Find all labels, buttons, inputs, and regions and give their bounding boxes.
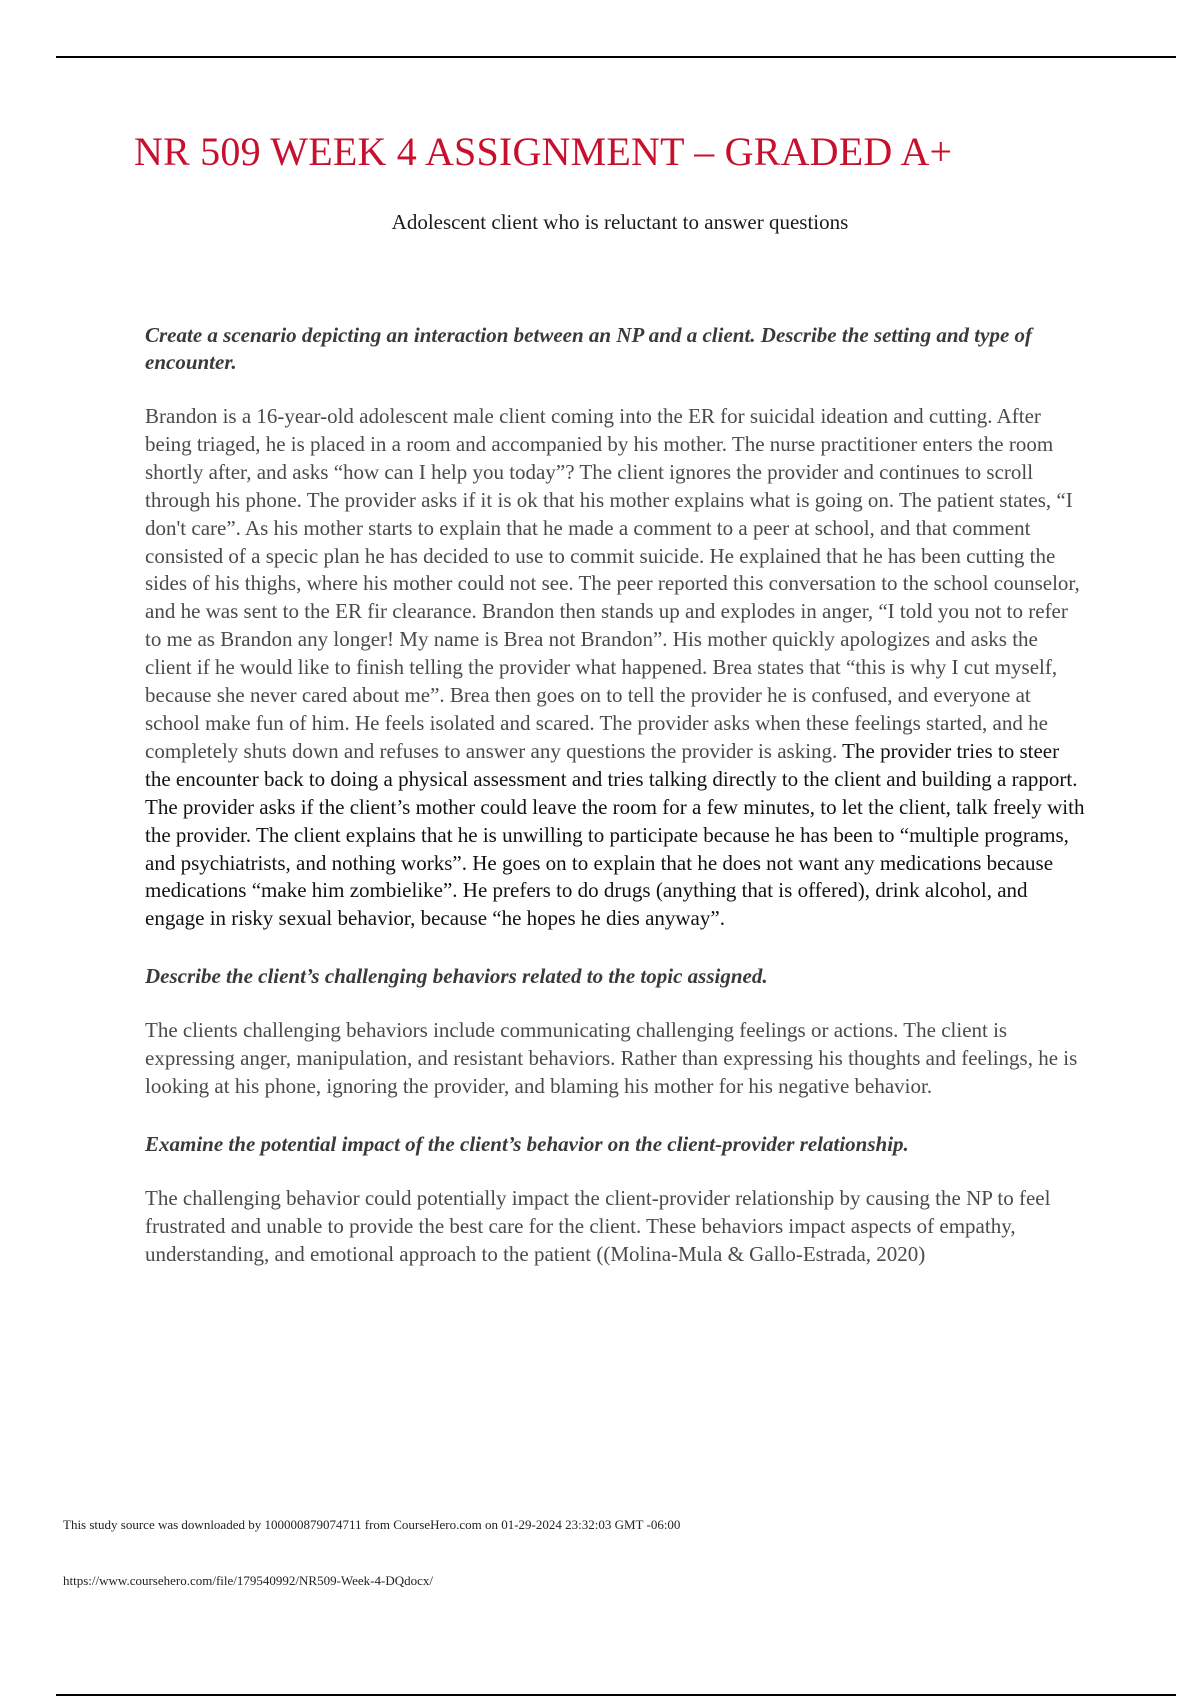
section-heading-scenario: Create a scenario depicting an interaction between an NP and a client. Describe the setting and type of encounter. [145,323,1033,374]
spacer [145,1158,1085,1185]
section-body-impact: The challenging behavior could potentially impact the client-provider relationship by causing the NP to feel frustrated and unable to provide the best care for the client. These behaviors impact aspects of empathy, understanding, and emotional approach to the patient ((Molina-Mula & Gallo-Estrada, 2020) [145,1185,1051,1266]
spacer [145,376,1085,403]
document-body [145,322,1085,1269]
section-heading-behaviors: Describe the client’s challenging behaviors related to the topic assigned. [145,964,768,989]
source-url: https://www.coursehero.com/file/179540992/NR509-Week-4-DQdocx/ [63,1573,433,1588]
section-body-behaviors: The clients challenging behaviors include communicating challenging feelings or actions. The client is expressing anger, manipulation, and resistant behaviors. Rather than expressing his thoughts and feelings, he is looking at his phone, ignoring the provider, and blaming his mother for his negative behavior. [145,1018,1078,1099]
bottom-rule [56,1694,1176,1696]
spacer [145,1101,1085,1131]
spacer [145,990,1085,1017]
document-subtitle: Adolescent client who is reluctant to answer questions [391,210,849,234]
download-source-note: This study source was downloaded by 100000879074711 from CourseHero.com on 01-29-2024 23:32:03 GMT -06:00 [63,1517,681,1532]
scenario-text-part-2: The provider tries to steer the encounter back to doing a physical assessment and tries talking directly to the client and building a rapport. The provider asks if the client’s mother could leave the room for a few minutes, to let the client, talk freely with the provider. The client explains that he is unwilling to participate because he has been to “multiple programs, and psychiatrists, and nothing works”. He goes on to explain that he does not want any medications because medications “make him zombielike”. He prefers to do drugs (anything that is offered), drink alcohol, and engage in risky sexual behavior, because “he hopes he dies anyway”. [145,738,1085,931]
scenario-text-part-1: Brandon is a 16-year-old adolescent male client coming into the ER for suicidal ideation and cutting. After being triaged, he is placed in a room and accompanied by his mother. The nurse practitioner enters the room shortly after, and asks “how can I help you today”? The client ignores the provider and continues to scroll through his phone. The provider asks if it is ok that his mother explains what is going on. The patient states, “I don't care”. As his mother starts to explain that he made a comment to a peer at school, and that comment consisted of a specic plan he has decided to use to commit suicide. He explained that he has been cutting the sides of his thighs, where his mother could not see. The peer reported this conversation to the school counselor, and he was sent to the ER fir clearance. Brandon then stands up and explodes in anger, “I told you not to refer to me as Brandon any longer! My name is Brea not Brandon”. His mother quickly apologizes and asks the client if he would like to finish telling the provider what happened. Brea states that “this is why I cut myself, because she never cared about me”. Brea then goes on to tell the provider he is confused, and everyone at school make fun of him. He feels isolated and scared. The provider asks when these feelings started, and he completely shuts down and refuses to answer any questions the provider is asking. [145,404,1080,763]
spacer [145,933,1085,963]
section-body-scenario [145,403,1085,933]
document-title: NR 509 WEEK 4 ASSIGNMENT – GRADED A+ [134,129,953,174]
top-rule [56,56,1176,58]
section-heading-impact: Examine the potential impact of the client’s behavior on the client-provider relationship. [145,1131,909,1156]
